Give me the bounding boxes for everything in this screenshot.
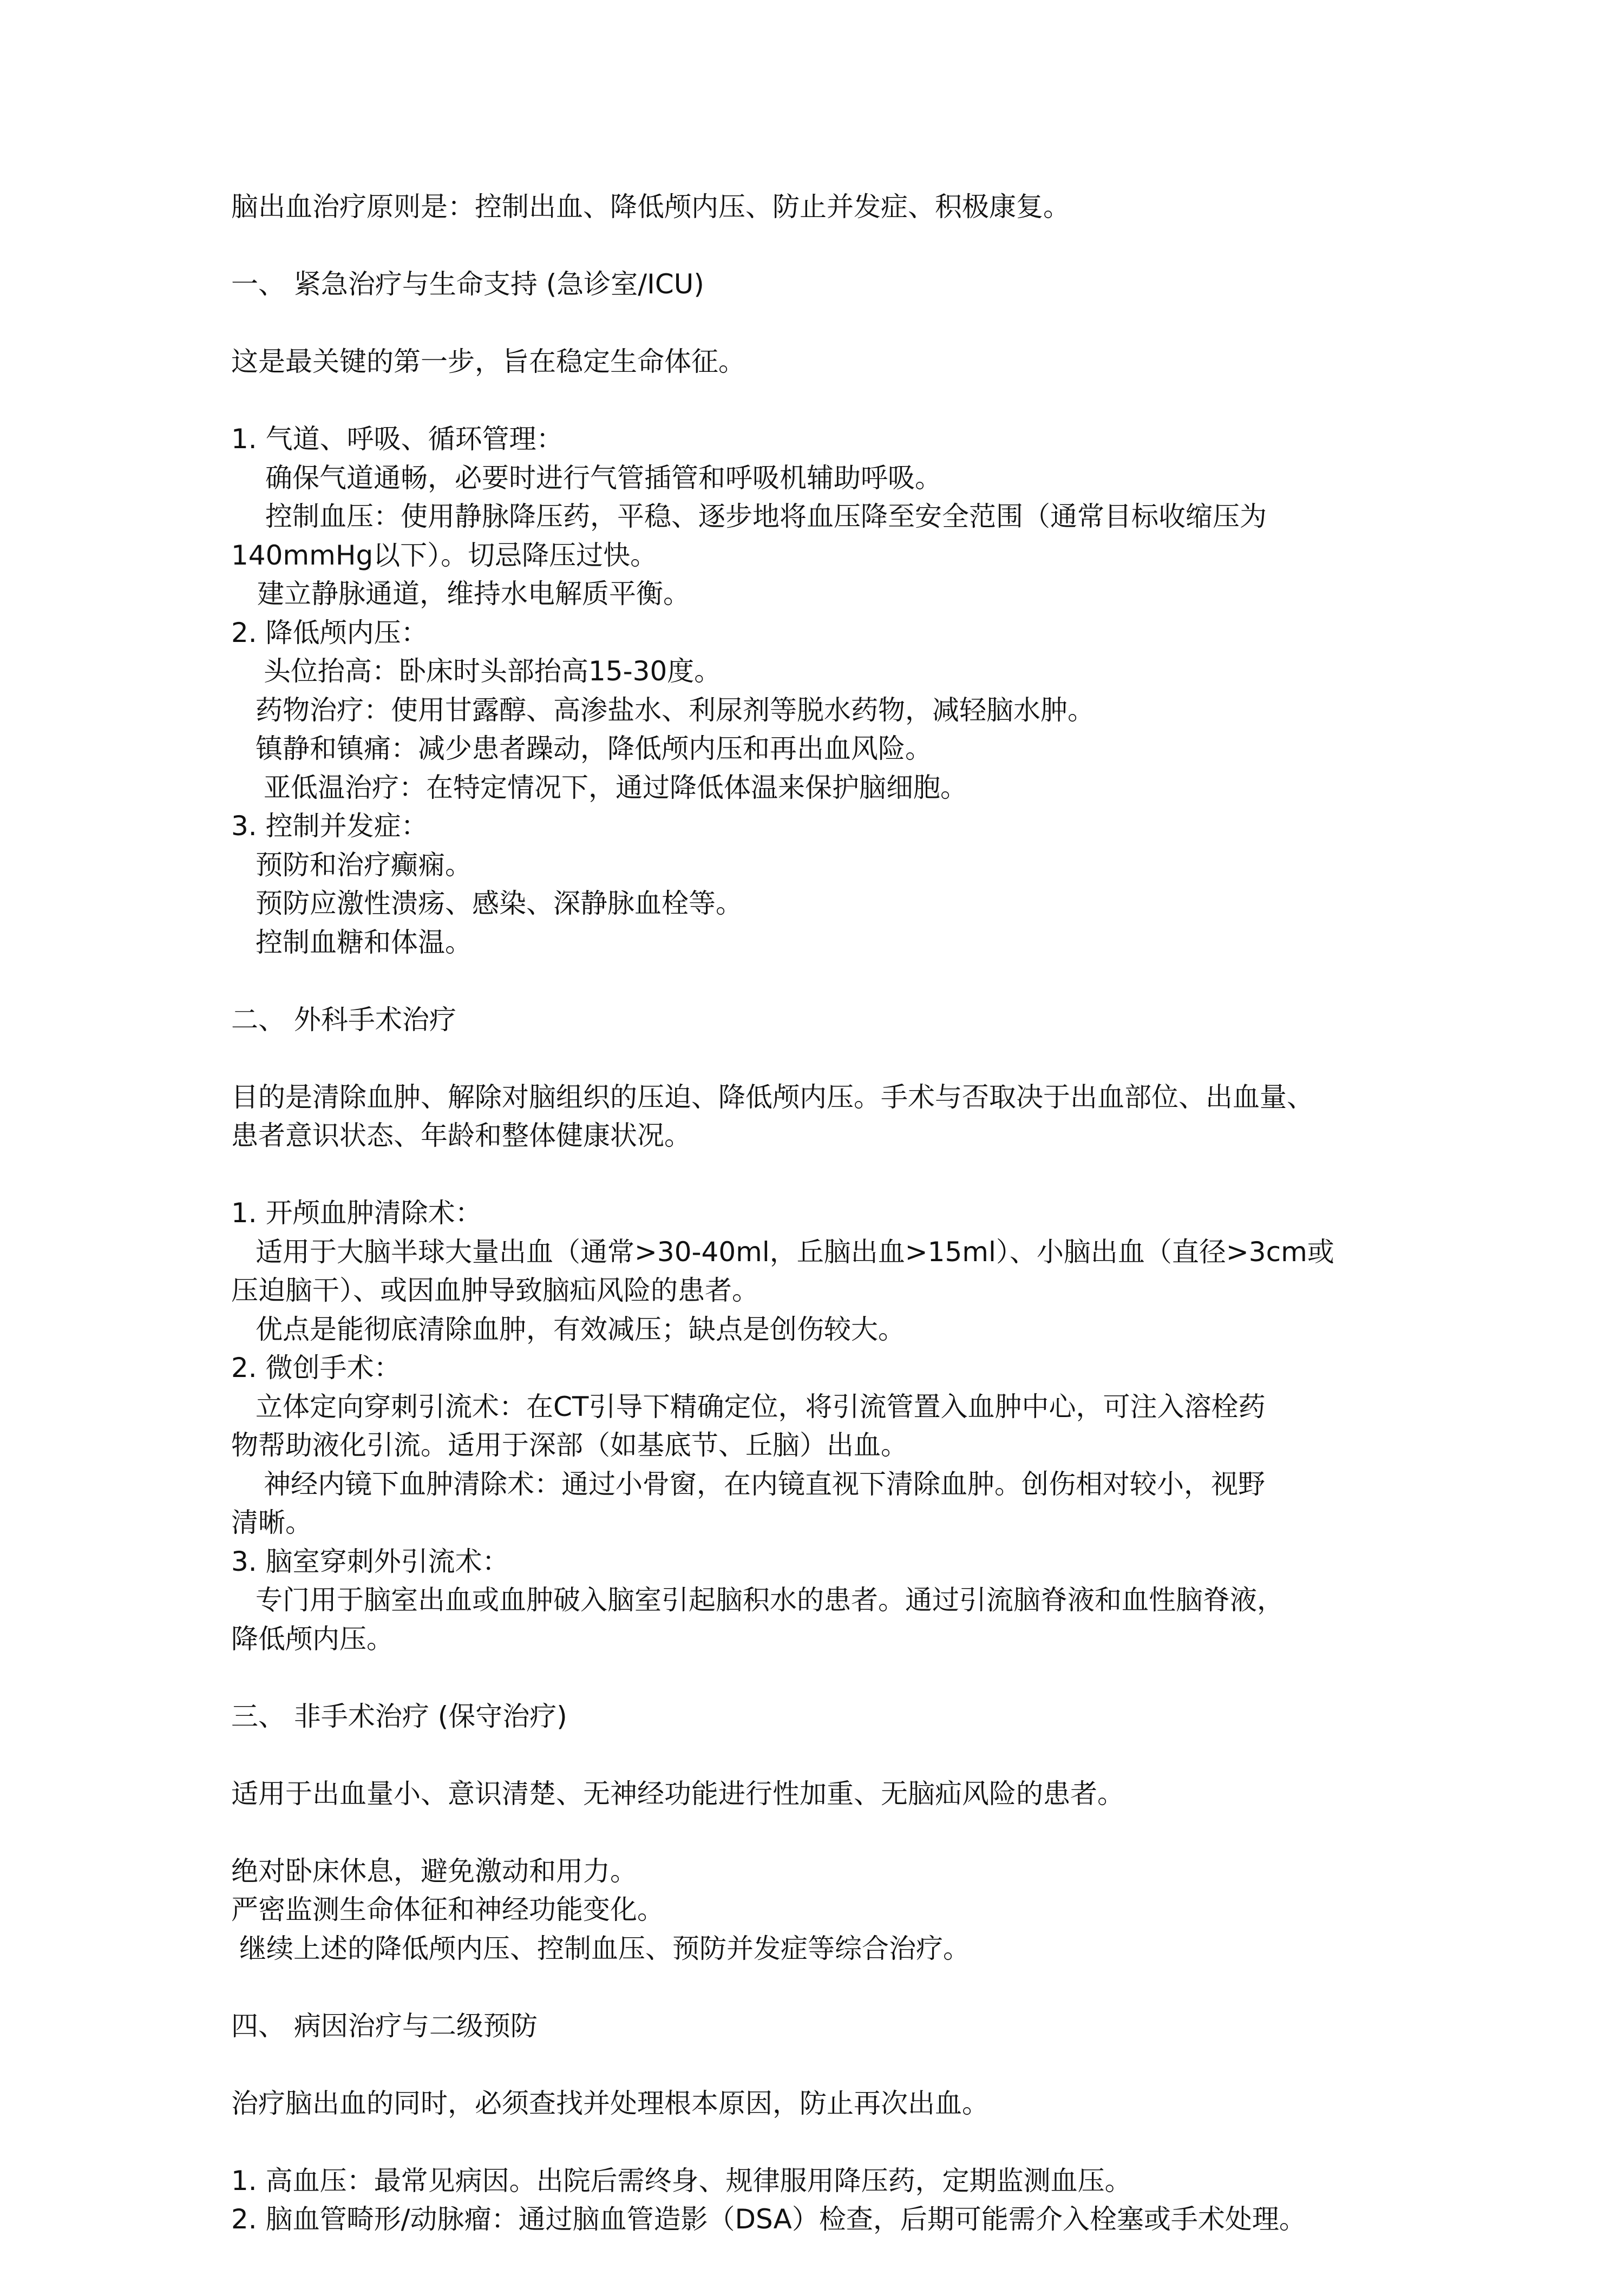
paragraph: 治疗脑出血的同时，必须查找并处理根本原因，防止再次出血。 <box>231 2088 989 2119</box>
list-item: 建立静脉通道，维持水电解质平衡。 <box>257 578 690 609</box>
list-item: 控制血糖和体温。 <box>256 927 472 958</box>
list-item: 立体定向穿刺引流术：在CT引导下精确定位，将引流管置入血肿中心，可注入溶栓药 <box>256 1391 1266 1422</box>
list-item-title: 1. 开颅血肿清除术： <box>231 1197 482 1229</box>
list-item: 药物治疗：使用甘露醇、高渗盐水、利尿剂等脱水药物，减轻脑水肿。 <box>256 694 1095 726</box>
list-item-title: 1. 气道、呼吸、循环管理： <box>231 423 564 455</box>
list-item-title: 2. 降低颅内压： <box>231 617 428 648</box>
list-item: 物帮助液化引流。适用于深部（如基底节、丘脑）出血。 <box>231 1430 908 1461</box>
paragraph: 适用于出血量小、意识清楚、无神经功能进行性加重、无脑疝风险的患者。 <box>231 1778 1124 1809</box>
list-item-title: 3. 控制并发症： <box>231 810 428 842</box>
list-item: 2. 脑血管畸形/动脉瘤：通过脑血管造影（DSA）检查，后期可能需介入栓塞或手术处理。 <box>231 2204 1306 2235</box>
list-item: 亚低温治疗：在特定情况下，通过降低体温来保护脑细胞。 <box>264 772 967 803</box>
list-item: 严密监测生命体征和神经功能变化。 <box>231 1894 664 1925</box>
list-item: 优点是能彻底清除血肿，有效减压；缺点是创伤较大。 <box>256 1314 905 1345</box>
section-heading: 一、 紧急治疗与生命支持 (急诊室/ICU) <box>231 268 704 300</box>
section-heading: 三、 非手术治疗 (保守治疗) <box>231 1701 567 1732</box>
list-item: 镇静和镇痛：减少患者躁动，降低颅内压和再出血风险。 <box>256 733 932 764</box>
section-heading: 四、 病因治疗与二级预防 <box>231 2010 538 2042</box>
intro-text: 脑出血治疗原则是：控制出血、降低颅内压、防止并发症、积极康复。 <box>231 191 1070 222</box>
paragraph: 这是最关键的第一步，旨在稳定生命体征。 <box>231 346 745 377</box>
list-item: 绝对卧床休息，避免激动和用力。 <box>231 1855 637 1887</box>
list-item: 预防和治疗癫痫。 <box>256 849 472 881</box>
list-item: 专门用于脑室出血或血肿破入脑室引起脑积水的患者。通过引流脑脊液和血性脑脊液， <box>256 1584 1284 1616</box>
list-item: 清晰。 <box>231 1507 312 1538</box>
paragraph: 目的是清除血肿、解除对脑组织的压迫、降低颅内压。手术与否取决于出血部位、出血量、 <box>231 1081 1314 1113</box>
list-item: 1. 高血压：最常见病因。出院后需终身、规律服用降压药，定期监测血压。 <box>231 2165 1132 2196</box>
paragraph: 患者意识状态、年龄和整体健康状况。 <box>231 1120 691 1151</box>
list-item: 头位抬高：卧床时头部抬高15-30度。 <box>264 655 722 687</box>
list-item: 降低颅内压。 <box>231 1623 394 1655</box>
list-item: 预防应激性溃疡、感染、深静脉血栓等。 <box>256 888 743 919</box>
list-item: 控制血压：使用静脉降压药，平稳、逐步地将血压降至安全范围（通常目标收缩压为 <box>265 501 1267 532</box>
section-heading: 二、 外科手术治疗 <box>231 1004 456 1035</box>
list-item: 压迫脑干）、或因血肿导致脑疝风险的患者。 <box>231 1275 759 1306</box>
list-item: 确保气道通畅，必要时进行气管插管和呼吸机辅助呼吸。 <box>265 462 942 494</box>
list-item-title: 3. 脑室穿刺外引流术： <box>231 1546 509 1577</box>
list-item-title: 2. 微创手术： <box>231 1352 401 1383</box>
list-item: 继续上述的降低颅内压、控制血压、预防并发症等综合治疗。 <box>239 1933 970 1964</box>
list-item: 140mmHg以下）。切忌降压过快。 <box>231 540 658 571</box>
list-item: 适用于大脑半球大量出血（通常>30-40ml，丘脑出血>15ml）、小脑出血（直径>3cm或 <box>256 1236 1334 1268</box>
list-item: 神经内镜下血肿清除术：通过小骨窗，在内镜直视下清除血肿。创伤相对较小，视野 <box>264 1468 1265 1500</box>
